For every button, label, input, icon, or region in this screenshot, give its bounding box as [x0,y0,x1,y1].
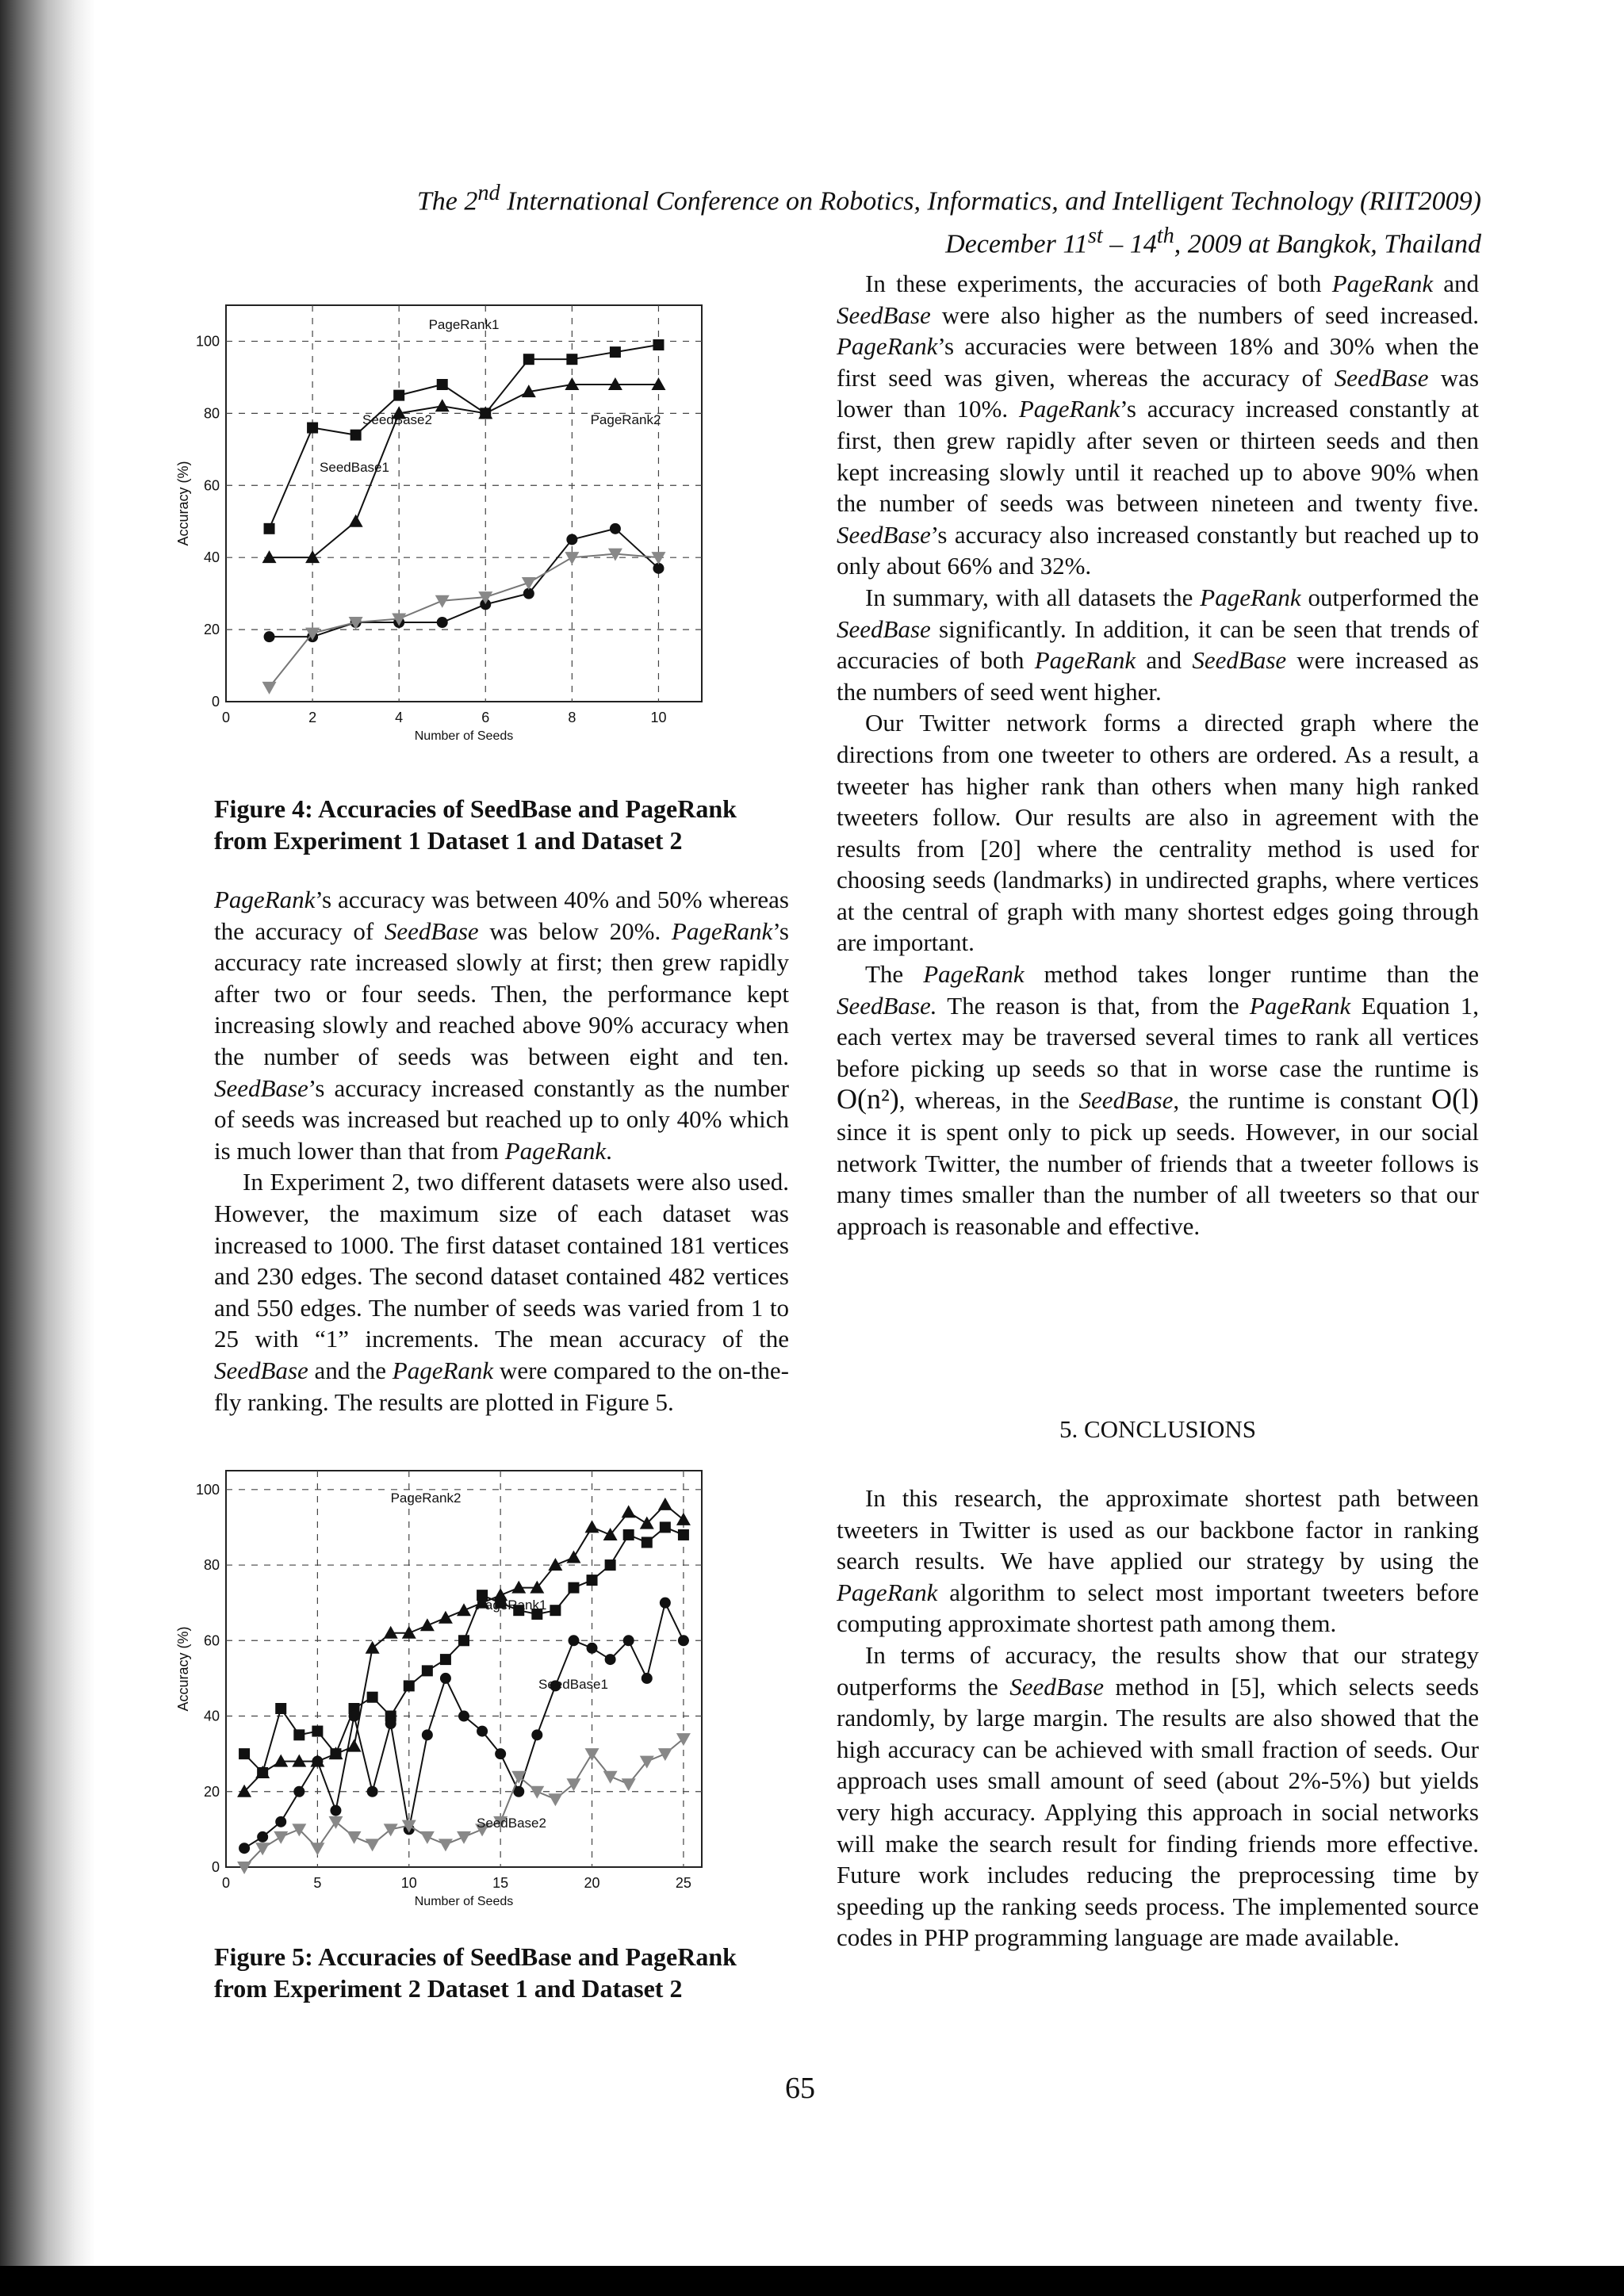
text: and [1136,646,1193,675]
data-point-seedbase1 [367,1786,378,1797]
data-point-pagerank1 [587,1575,598,1586]
conference-header [133,176,1481,262]
term: SeedBase [1334,363,1429,392]
text: ’s accuracies were between 18% and 30% when the first seed was given, whereas the accuracy of [837,332,1479,392]
annotation-label: SeedBase2 [477,1816,546,1831]
scan-bottom-edge [0,2266,1624,2296]
text: were compared to the on-the-fly ranking. The results are plotted in Figure 5. [214,1356,789,1416]
math-expression: O(l) [1431,1083,1479,1115]
data-point-pagerank2 [658,1498,672,1510]
data-point-pagerank1 [404,1680,415,1691]
data-point-pagerank1 [393,390,404,401]
x-tick-label: 10 [650,710,667,725]
text: In terms of accuracy, the results show that our strategy outperforms the [837,1640,1479,1701]
data-point-pagerank1 [566,354,577,365]
text: ’s accuracy increased constantly at first, then grew rapidly after seven or thirteen seeds and then kept increasing slowly until it reached up to above 90% when the number of seeds was between nineteen and twenty five. [837,395,1479,518]
x-tick-label: 5 [313,1875,322,1891]
text: since it is spent only to pick up seeds. However, in our social network Twitter, the number of friends that a tweeter follows is many times smaller than the number of all tweeters so that our approach is reasonable and effective. [837,1118,1479,1240]
text: and [1433,270,1480,297]
data-point-pagerank2 [349,515,363,527]
data-point-seedbase2 [658,1748,672,1761]
x-tick-label: 20 [584,1875,600,1891]
data-point-seedbase1 [422,1729,433,1740]
term: PageRank [1200,583,1301,611]
text: were increased as the numbers of seed went higher. [837,646,1479,706]
series-line-pagerank1 [270,345,659,529]
text: In this research, the approximate shortest path between tweeters in Twitter is used as our backbone factor in ranking search results. We have applied our strategy by using the [837,1484,1479,1575]
text: algorithm to select most important tweeters before computing approximate shortest path among them. [837,1578,1479,1638]
data-point-seedbase2 [274,1831,288,1844]
header-line-2 [133,219,1481,262]
data-point-pagerank1 [623,1529,634,1540]
y-axis-label: Accuracy (%) [175,1626,191,1712]
text: , the runtime is constant [1173,1086,1432,1115]
data-point-seedbase1 [330,1805,341,1816]
data-point-pagerank1 [660,1521,671,1533]
data-point-pagerank1 [312,1726,323,1737]
data-point-pagerank1 [642,1536,653,1548]
data-point-pagerank2 [439,1611,453,1624]
data-point-pagerank2 [585,1520,599,1533]
right-column [837,268,1479,1242]
x-axis-label: Number of Seeds [414,1895,514,1908]
x-tick-label: 8 [568,710,576,725]
scan-shadow [0,0,95,2296]
data-point-seedbase2 [548,1793,562,1806]
data-point-seedbase1 [458,1711,469,1722]
data-point-seedbase2 [457,1831,471,1844]
text: In these experiments, the accuracies of both [865,270,1332,297]
y-tick-label: 40 [203,549,220,566]
y-tick-label: 100 [195,1481,220,1498]
conclusion-paragraph-1 [837,1483,1479,1640]
figure-4-chart [151,293,730,765]
data-point-pagerank1 [293,1729,304,1740]
data-point-pagerank1 [605,1559,616,1571]
data-point-seedbase2 [384,1823,398,1836]
y-tick-label: 100 [195,333,220,350]
term: SeedBase. [837,991,937,1020]
data-point-pagerank1 [437,379,448,390]
data-point-pagerank2 [622,1505,636,1517]
text: was below 20%. [478,916,672,945]
data-point-seedbase1 [312,1756,323,1767]
data-point-seedbase1 [495,1748,506,1759]
text: ’s accuracy rate increased slowly at first; then grew rapidly after two or four seeds. Then, the performance kept increasing slowly and reached above 90% accuracy when the number of seeds was between eight and ten. [214,916,789,1070]
data-point-seedbase1 [660,1598,671,1609]
data-point-pagerank2 [566,1551,580,1563]
text: . [606,1136,612,1165]
x-tick-label: 6 [481,710,490,725]
text: Equation 1, each vertex may be traversed several times to rank all vertices before picking up seeds so that in worse case the runtime is [837,991,1479,1082]
text: were also higher as the numbers of seed increased. [930,300,1479,329]
y-tick-label: 80 [203,405,220,422]
data-point-pagerank1 [568,1582,579,1594]
y-tick-label: 60 [203,477,220,494]
data-point-pagerank1 [610,346,621,358]
x-tick-label: 15 [492,1875,509,1891]
text: method in [5], which selects seeds randomly, by large margin. The results are also showed that the high accuracy can be achieved with small fraction of seeds. Our approach uses small amount of seed (about 2%-5%) but yields very high accuracy. Applying this approach in social networks will make the search result for finding friends more effective. Future work includes reducing the preprocessing time by speeding up the ranking seeds process. The implemented source codes in PHP programming language are made available. [837,1672,1480,1952]
series-line-pagerank1 [244,1527,684,1773]
series-line-seedbase2 [270,554,659,687]
annotation-label: PageRank1 [428,317,500,332]
header-text: December 11 [945,229,1088,259]
data-point-seedbase2 [420,1831,435,1844]
text: ’s accuracy was between 40% and 50% whereas the accuracy of [214,886,789,945]
term: PageRank [671,916,773,945]
header-text: – 14 [1102,229,1157,259]
term: SeedBase [1009,1672,1104,1701]
figure-5-chart [151,1459,730,1931]
data-point-pagerank1 [350,430,362,441]
data-point-seedbase1 [623,1635,634,1646]
data-point-pagerank2 [548,1558,562,1571]
text: significantly. In addition, it can be seen that trends of accuracies of both [837,614,1479,675]
term: SeedBase [1078,1086,1174,1115]
text: In Experiment 2, two different datasets were also used. However, the maximum size of each dataset was increased to 1000. The first dataset contained 181 vertices and 230 edges. The second dataset contained 482 vertices and 550 edges. The number of seeds was varied from 1 to 25 with “1” increments. The mean accuracy of the [214,1168,789,1353]
x-tick-label: 4 [395,710,404,725]
term: SeedBase [384,916,479,945]
series-line-pagerank2 [244,1505,684,1792]
term: PageRank [1018,395,1120,423]
text: outperformed the [1300,583,1479,611]
x-tick-label: 2 [308,710,317,725]
right-paragraph-3: Our Twitter network forms a directed graph where the directions from one tweeter to others are ordered. As a result, a tweeter has higher rank than others when many high ranked tweeters follow. Our results are also in agreement with the results from [20] where the centrality method is used for choosing seeds (landmarks) in undirected graphs, where vertices at the central of graph with many shortest edges going through are important. [837,709,1479,957]
annotation-label: PageRank2 [390,1490,462,1506]
data-point-seedbase1 [264,631,275,642]
term: PageRank [1249,991,1351,1020]
data-point-pagerank1 [678,1529,689,1540]
conclusions-body [837,1483,1479,1954]
data-point-seedbase1 [566,534,577,545]
data-point-pagerank2 [511,1581,526,1594]
text: and the [308,1356,393,1384]
data-point-pagerank2 [435,399,450,411]
data-point-seedbase1 [605,1654,616,1665]
header-line-1 [133,176,1481,219]
data-point-pagerank2 [366,1641,380,1654]
data-point-pagerank1 [422,1665,433,1676]
x-tick-label: 25 [675,1875,691,1891]
data-point-seedbase2 [366,1839,380,1851]
data-point-seedbase1 [257,1831,268,1843]
data-point-seedbase2 [530,1786,544,1799]
annotation-label: PageRank1 [476,1598,547,1613]
series-line-seedbase2 [244,1739,684,1867]
term: SeedBase [1192,646,1287,675]
conclusion-paragraph-2 [837,1640,1479,1954]
data-point-seedbase2 [566,1778,580,1791]
data-point-seedbase2 [310,1843,324,1855]
header-sup: nd [477,181,500,205]
text: , whereas, in the [898,1086,1079,1115]
data-point-pagerank1 [367,1692,378,1703]
data-point-seedbase2 [622,1778,636,1791]
data-point-seedbase2 [347,1831,362,1844]
data-point-pagerank1 [550,1605,561,1616]
figure-5-caption: Figure 5: Accuracies of SeedBase and PageRank from Experiment 2 Dataset 1 and Dataset 2 [214,1942,737,2003]
header-sup: st [1087,224,1103,249]
data-point-seedbase1 [587,1643,598,1654]
header-text: , 2009 at Bangkok, Thailand [1174,229,1481,259]
text: In summary, with all datasets the [865,583,1201,611]
term: PageRank [392,1356,494,1384]
data-point-seedbase1 [275,1816,286,1827]
data-point-seedbase2 [435,595,450,608]
data-point-seedbase2 [439,1839,453,1851]
data-point-pagerank1 [653,339,664,350]
data-point-pagerank2 [420,1618,435,1631]
y-tick-label: 0 [211,694,220,710]
term: SeedBase [837,300,931,329]
left-paragraph-1 [214,884,789,1166]
x-tick-label: 0 [221,710,231,725]
term: PageRank [923,960,1025,989]
y-tick-label: 80 [203,1557,220,1574]
figure-5-svg [151,1459,730,1927]
data-point-seedbase1 [477,1726,488,1737]
left-column [214,884,789,1418]
term: PageRank [214,886,316,913]
text: was lower than 10%. [837,363,1480,423]
data-point-seedbase1 [531,1729,542,1740]
data-point-seedbase1 [568,1635,579,1646]
data-point-pagerank1 [458,1635,469,1646]
data-point-pagerank1 [440,1654,451,1665]
data-point-seedbase1 [642,1673,653,1684]
data-point-pagerank2 [676,1513,691,1525]
text: The [865,960,924,989]
figure-4-svg [151,293,730,761]
data-point-seedbase2 [603,1771,618,1784]
header-text: The 2 [416,186,478,216]
term: SeedBase [214,1356,308,1384]
plot-frame [226,305,702,702]
figure-4-caption: Figure 4: Accuracies of SeedBase and PageRank from Experiment 1 Dataset 1 and Dataset 2 [214,794,737,855]
data-point-seedbase2 [328,1816,343,1829]
data-point-seedbase1 [349,1711,360,1722]
term: PageRank [837,1578,938,1606]
annotation-label: SeedBase2 [362,412,432,427]
annotation-label: SeedBase1 [538,1677,608,1692]
data-point-pagerank1 [239,1748,250,1759]
text: ’s accuracy also increased constantly but reached up to only about 66% and 32%. [837,520,1479,580]
data-point-seedbase1 [610,523,621,534]
term: SeedBase [214,1073,308,1102]
section-heading: 5. CONCLUSIONS [1059,1415,1257,1443]
y-tick-label: 60 [203,1632,220,1649]
term: SeedBase [837,520,931,549]
annotation-label: SeedBase1 [320,460,389,475]
text: method takes longer runtime than the [1024,960,1479,989]
x-axis-label: Number of Seeds [414,729,514,743]
data-point-seedbase1 [239,1843,250,1854]
right-paragraph-4 [837,959,1479,1242]
data-point-seedbase2 [565,552,579,564]
data-point-pagerank1 [275,1703,286,1714]
term: PageRank [504,1136,607,1165]
right-paragraph-1 [837,268,1479,582]
x-tick-label: 10 [400,1875,417,1891]
text: ’s accuracy increased constantly as the number of seeds was increased but reached up to only 40% which is much lower than that from [214,1073,789,1165]
annotation-label: PageRank2 [590,412,661,427]
data-point-seedbase1 [437,617,448,628]
left-paragraph-2 [214,1166,789,1418]
data-point-pagerank1 [264,523,275,534]
y-axis-label: Accuracy (%) [175,461,191,546]
data-point-seedbase2 [676,1733,691,1746]
y-tick-label: 40 [203,1708,220,1724]
data-point-seedbase2 [262,682,277,695]
math-expression: O(n²) [837,1083,899,1115]
term: SeedBase [837,614,931,643]
data-point-pagerank2 [457,1603,471,1616]
page-number: 65 [785,2072,815,2105]
x-tick-label: 0 [221,1875,231,1891]
y-tick-label: 20 [203,622,220,638]
term: PageRank [1034,646,1136,675]
header-sup: th [1156,224,1174,249]
term: PageRank [837,332,938,361]
header-text: International Conference on Robotics, Informatics, and Intelligent Technology (RIIT2009) [500,186,1481,216]
data-point-seedbase1 [293,1786,304,1797]
data-point-pagerank1 [523,354,534,365]
data-point-pagerank1 [307,423,318,434]
y-tick-label: 0 [211,1859,220,1875]
right-paragraph-2 [837,582,1479,707]
text: The reason is that, from the [936,991,1250,1020]
data-point-seedbase1 [385,1718,396,1729]
data-point-seedbase1 [440,1673,451,1684]
y-tick-label: 20 [203,1783,220,1800]
term: PageRank [1331,270,1434,297]
data-point-seedbase1 [678,1635,689,1646]
